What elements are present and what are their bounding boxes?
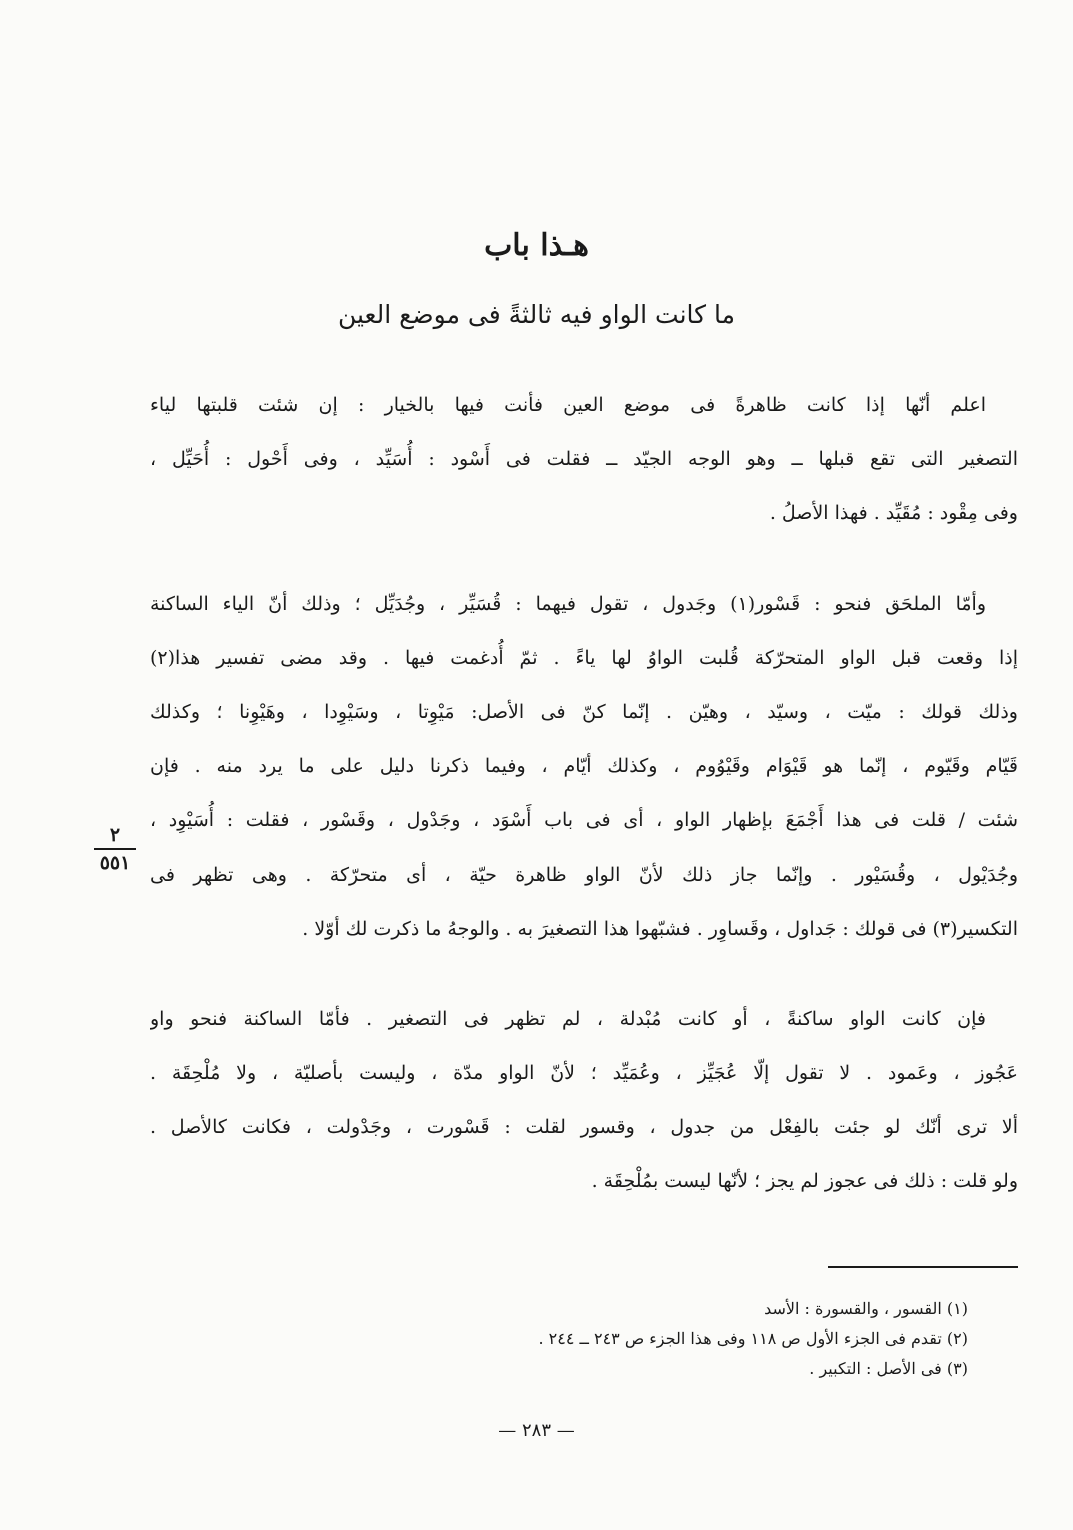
text-line: التصغير التى تقع قبلها ــ وهو الوجه الجيّد ــ فقلت فى أَسْود : أُسَيِّد ، وفى أَحْول : أُحَيِّل ، <box>150 448 1018 471</box>
body-text <box>150 378 1018 1209</box>
text-line: ألا ترى أنّك لو جئت بالفِعْل من جدول ، وقسور لقلت : قَسْورت ، وجَدْولت ، فكانت كالأصل . <box>150 1116 1018 1139</box>
text-line: اعلم أنّها إذا كانت ظاهرةً فى موضع العين فأنت فيها بالخيار : إن شئت قلبتها لياء <box>150 394 986 416</box>
text-line: وأمّا الملحَق فنحو : قَسْور(١) وجَدول ، تقول فيهما : قُسَيِّر ، وجُدَيِّل ؛ وذلك أنّ الياء الساكنة <box>150 592 986 615</box>
footnote-separator <box>828 1266 1018 1268</box>
paragraph <box>150 378 1018 541</box>
chapter-subheading: ما كانت الواو فيه ثالثةً فى موضع العين <box>337 300 736 329</box>
text-line: وذلك قولك : ميّت ، وسيّد ، وهيّن . إنّما كنّ فى الأصل: مَيْوِتا ، وسَيْوِدا ، وهَيْوِنا ؛ وكذلك <box>150 700 1018 723</box>
text-line: وفى مِقْود : مُقَيِّد . فهذا الأصلُ . <box>769 502 1018 525</box>
footnote: (٢) تقدم فى الجزء الأول ص ١١٨ وفى هذا الجزء ص ٢٤٣ ــ ٢٤٤ . <box>538 1329 968 1348</box>
footnotes <box>300 1294 968 1384</box>
footnote: (١) القسور ، والقسورة : الأسد <box>764 1299 968 1318</box>
paragraph <box>150 992 1018 1209</box>
paragraph <box>150 577 1018 956</box>
margin-folio-reference <box>90 824 140 874</box>
text-line: شئت / قلت فى هذا أَجْمَعَ بإظهار الواو ، أى فى باب أَسْوَد ، وجَدْول ، وقَسْور ، فقلت : أُسَيْوِد ، <box>150 809 1018 832</box>
text-line: قَيّام وقَيّوم ، إنّما هو قَيْوَام وقَيْوُوم ، وكذلك أيّام ، وفيما ذكرنا دليل على ما يرد منه . فإن <box>150 755 1018 778</box>
text-line: فإن كانت الواو ساكنةً ، أو كانت مُبْدلة ، لم تظهر فى التصغير . فأمّا الساكنة فنحو واو <box>150 1007 986 1030</box>
text-line: التكسير(٣) فى قولك : جَداول ، وقَساوِر . فشبّهوا هذا التصغيرَ به . والوجهُ ما ذكرت لك أوّلا . <box>302 917 1018 940</box>
page-number: — ٢٨٣ — <box>498 1420 575 1441</box>
text-line: وجُدَيْول ، وقُسَيْور . وإنّما جاز ذلك لأنّ الواو ظاهرة حيّة ، أى متحرّكة . وهى تظهر فى <box>150 863 1018 886</box>
text-line: عَجُوز ، وعَمود . لا تقول إلّا عُجَيِّز ، وعُمَيِّد ؛ لأنّ الواو مدّة ، وليست بأصليّة ، ولا مُلْحِقَة . <box>150 1062 1018 1085</box>
margin-note-top: ٢ <box>109 824 121 846</box>
margin-note-bottom: ٥٥١ <box>99 852 131 874</box>
chapter-heading: هـذا باب <box>484 228 589 263</box>
text-line: إذا وقعت قبل الواو المتحرّكة قُلبت الواوُ لها ياءً . ثمّ أُدغمت فيها . وقد مضى تفسير هذا(٢) <box>150 646 1018 669</box>
margin-note-rule <box>94 848 136 850</box>
text-line: ولو قلت : ذلك فى عجوز لم يجز ؛ لأنّها ليست بمُلْحِقَة . <box>591 1170 1018 1193</box>
footnote: (٣) فى الأصل : التكبير . <box>809 1359 968 1378</box>
